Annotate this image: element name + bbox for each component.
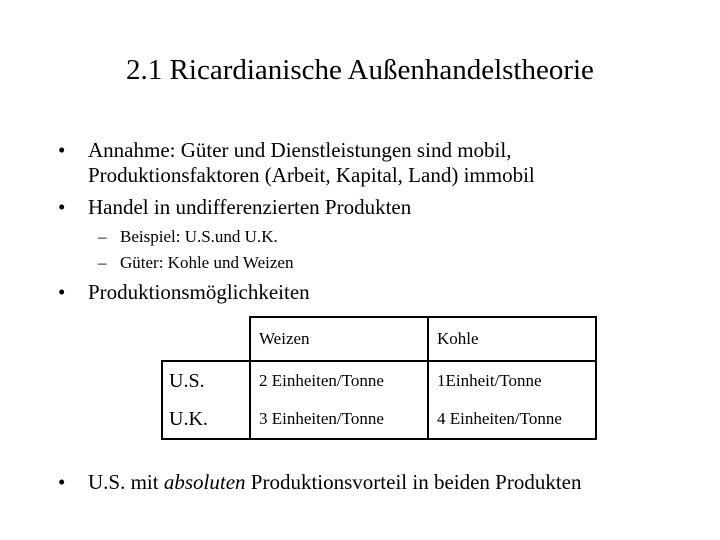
table-cell: 3 Einheiten/Tonne bbox=[250, 400, 428, 439]
bullet-dot: • bbox=[58, 280, 66, 304]
table-cell: 2 Einheiten/Tonne bbox=[250, 361, 428, 400]
column-header-kohle: Kohle bbox=[428, 317, 596, 361]
conclusion-text-pre: U.S. mit bbox=[88, 470, 164, 494]
table-corner-cell bbox=[162, 317, 250, 361]
bullet-text: Handel in undifferenzierten Produkten bbox=[88, 195, 412, 219]
bullet-text: Annahme: Güter und Dienstleistungen sind mobil, Produktionsfaktoren (Arbeit, Kapital, Land) immobil bbox=[88, 138, 535, 187]
subbullet-dash: – bbox=[98, 253, 107, 272]
table-header-row bbox=[162, 317, 596, 361]
row-header-uk: U.K. bbox=[162, 400, 250, 439]
subbullet-text: Beispiel: U.S.und U.K. bbox=[120, 227, 278, 246]
bullet-dot: • bbox=[58, 138, 66, 162]
table-row bbox=[162, 361, 596, 400]
subbullet-text: Güter: Kohle und Weizen bbox=[120, 253, 294, 272]
bullet-text bbox=[88, 470, 648, 495]
slide-title: 2.1 Ricardianische Außenhandelstheorie bbox=[126, 54, 594, 86]
row-header-us: U.S. bbox=[162, 361, 250, 400]
conclusion-emphasis: absoluten bbox=[163, 470, 246, 494]
table-cell: 1Einheit/Tonne bbox=[428, 361, 596, 400]
production-table bbox=[161, 316, 597, 440]
table-row bbox=[162, 400, 596, 439]
column-header-weizen: Weizen bbox=[250, 317, 428, 361]
bullet-text: Produktionsmöglichkeiten bbox=[88, 280, 310, 304]
subbullet-dash: – bbox=[98, 227, 107, 246]
bullet-dot: • bbox=[58, 195, 66, 219]
conclusion-text-post: Produktionsvorteil in beiden Produkten bbox=[245, 470, 582, 494]
table-cell: 4 Einheiten/Tonne bbox=[428, 400, 596, 439]
bullet-dot: • bbox=[58, 470, 66, 494]
